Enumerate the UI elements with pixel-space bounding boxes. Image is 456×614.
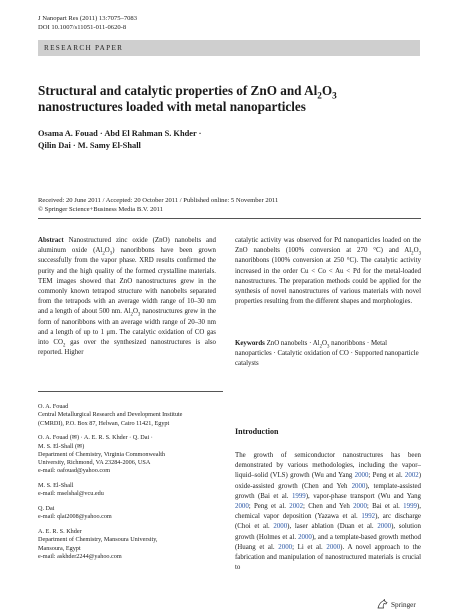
article-title: Structural and catalytic properties of ZnO and $Al_2O_3$ nanostructures loaded with metal nanoparticles	[38, 83, 337, 114]
citation-link[interactable]: 1999	[403, 503, 417, 511]
citation-link[interactable]: 2000	[278, 543, 293, 551]
publisher-footer	[377, 599, 416, 611]
email-link[interactable]: e-mail: askhder2244@yahoo.com	[38, 553, 122, 561]
springer-horse-icon	[377, 599, 388, 611]
citation-link[interactable]: 2000	[353, 503, 367, 511]
affiliation-item: M. S. El-Shall e-mail: mselshal@vcu.edu	[38, 482, 104, 498]
citation-link[interactable]: 2000	[377, 523, 392, 531]
journal-header	[38, 14, 137, 32]
affiliation-item: O. A. Fouad (✉) · A. E. R. S. Khder · Q. Dai · M. S. El-Shall (✉) Department of Chemistry, Virginia Commonwealth University, Richmond, VA 23284-2006, USA e-mail: oafouad@yahoo.com	[38, 434, 166, 475]
publisher-name: Springer	[391, 601, 416, 609]
abstract-right: catalytic activity was observed for Pd nanoparticles loaded on the ZnO nanobelts (100% conversion at 270 °C) and $Al_2O_3$ nanoribbons (100% conversion at 250 °C). The catalytic activity increased in the order Cu < Co < Au < Pd for the metal-loaded nanostructures. The preparation methods could be applied for the synthesis of novel nanostructures of various materials with novel properties resulting from the different shapes and morphologies.	[235, 237, 421, 306]
affiliation-item: Q. Dai e-mail: qlai2008@yahoo.com	[38, 505, 112, 521]
email-link[interactable]: e-mail: mselshal@vcu.edu	[38, 490, 104, 498]
publication-dates: Received: 20 June 2011 / Accepted: 20 October 2011 / Published online: 5 November 2011 © Springer Science+Business Media B.V. 2011	[38, 196, 428, 214]
introduction-heading: Introduction	[235, 427, 279, 436]
citation-link[interactable]: 2002	[289, 503, 304, 511]
citation-link[interactable]: 2000	[326, 543, 341, 551]
keywords-label: Keywords	[235, 340, 265, 347]
divider	[38, 218, 421, 219]
doi[interactable]: DOI 10.1007/s11051-011-0620-8	[38, 24, 127, 31]
citation-link[interactable]: 2000	[273, 523, 288, 531]
affiliation-item: A. E. R. S. Khder Department of Chemistry, Mansoura University, Mansoura, Egypt e-mail: askhder2244@yahoo.com	[38, 528, 158, 561]
abstract-label: Abstract	[38, 237, 64, 244]
citation-link[interactable]: 1999	[291, 492, 306, 500]
copyright: © Springer Science+Business Media B.V. 2011	[38, 206, 164, 213]
affiliation-divider	[38, 391, 223, 392]
introduction-text: The growth of semiconductor nanostructures has been demonstrated by various methodologies, including the vapor–liquid–solid (VLS) growth (Wu and Yang 2000; Peng et al. 2002) oxide-assisted growth (Chen and Yeh 2000), template-assisted growth (Bai et al. 1999), vapor-phase transport (Wu and Yang 2000; Peng et al. 2002; Chen and Yeh 2000; Bai et al. 1999), chemical vapor deposition (Yazawa et al. 1992), arc discharge (Choi et al. 2000), laser ablation (Duan et al. 2000), solution growth (Holmes et al. 2000), and a template-based growth method (Huang et al. 2000; Li et al. 2000). A novel approach to the fabrication and manipulation of nanostructured materials is crucial to	[235, 452, 421, 572]
author-list: Osama A. Fouad · Abd El Rahman S. Khder · Qilin Dai · M. Samy El-Shall	[38, 129, 202, 150]
citation-link[interactable]: 2000	[235, 503, 249, 511]
citation-link[interactable]: 2000	[354, 472, 369, 480]
section-banner: RESEARCH PAPER	[38, 40, 420, 56]
email-link[interactable]: e-mail: oafouad@yahoo.com	[38, 467, 111, 475]
citation-link[interactable]: 2000	[298, 533, 312, 541]
affiliation-item: O. A. Fouad Central Metallurgical Research and Development Institute (CMRDI), P.O. Box 87, Helwan, Cairo 11421, Egypt	[38, 403, 183, 427]
affiliations	[38, 403, 223, 568]
abstract-left: Abstract Nanostructured zinc oxide (ZnO) nanobelts and aluminum oxide $(Al_2O_3)$ nanoribbons have been grown successfully from the vapor phase. XRD results confirmed the purity and the high quality of the formed crystalline materials. TEM images showed that ZnO nanostructures grew in the commonly known tetrapod structure with nanobelts separated from the tetrapods with an average width range of 10–30 nm and a length of about 500 nm. $Al_2O_3$ nanostructures grew in the form of nanoribbons with an average width range of 20–30 nm and a length of up to 1 μm. The catalytic oxidation of CO gas into $CO_2$ gas over the synthesized nanostructures is also reported. Higher	[38, 237, 216, 357]
email-link[interactable]: e-mail: qlai2008@yahoo.com	[38, 513, 112, 521]
citation-link[interactable]: 2000	[351, 482, 366, 490]
citation-link[interactable]: 2002	[404, 472, 419, 480]
keywords: Keywords ZnO nanobelts · $Al_2O_3$ nanoribbons · Metal nanoparticles · Catalytic oxidation of CO · Supported nanoparticle catalysts	[235, 340, 419, 368]
journal-citation: J Nanopart Res (2011) 13:7075–7083	[38, 15, 138, 22]
citation-link[interactable]: 1992	[361, 513, 376, 521]
